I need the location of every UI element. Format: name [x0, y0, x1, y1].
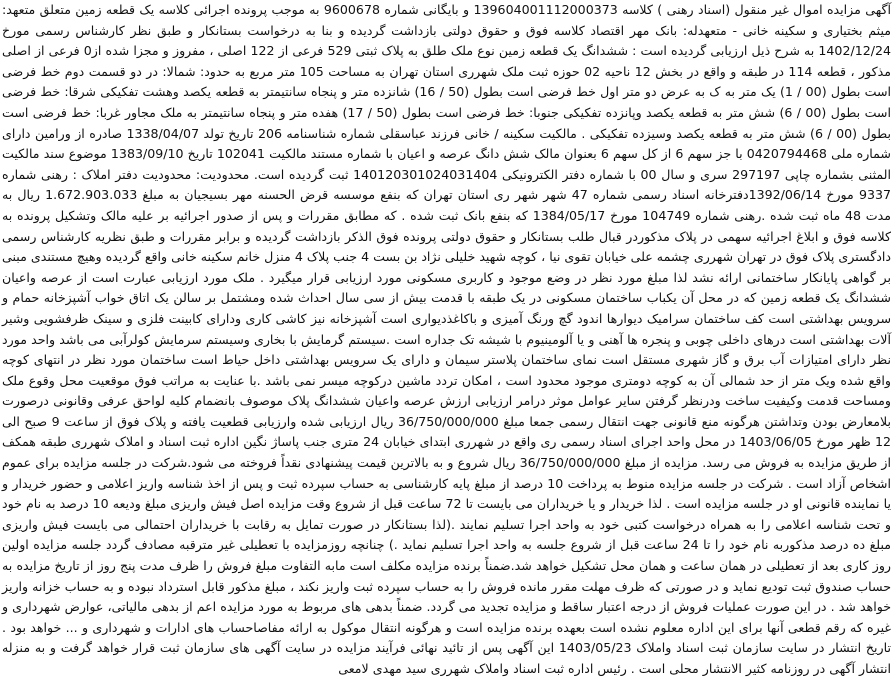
- auction-notice: [2, 0, 892, 676]
- auction-notice-text: آگهی مزایده اموال غیر منقول (اسناد رهنی ) کلاسه 139604001112000373 و بایگانی شماره 9600678 به موجب پرونده اجرائی کلاسه یک قطعه زمین متعلق متعهد: میثم بختیاری و سکینه خانی - متعهدله: بانک مهر اقتصاد کلاسه فوق و حقوق دولتی بازداشت گردیده و بنا به درخواست بستانکار و طبق نظر کارشناس رسمی مورخ 1402/12/24 به شرح ذیل ارزیابی گردیده است : ششدانگ یک قطعه زمین نوع ملک طلق به پلاک ثبتی 529 فرعی از 122 اصلی ، مفروز و مجزا شده از0 فرعی از اصلی مذکور ، قطعه 114 در طبقه و واقع در بخش 12 ناحیه 02 حوزه ثبت ملک شهرری استان تهران به مساحت 105 متر مربع به حدود: شمالا: در دو قسمت دوم خط فرضی است بطول (00 / 1) یک متر به ک به عرض دو متر اول خط فرضی است بطول (50 / 16) شانزده متر و پنجاه سانتیمتر به قطعه یکصد وهشت تفکیکی شرقا: خط فرضی است بطول (00 / 6) شش متر به قطعه یکصد وپانزده تفکیکی جنوبا: خط فرضی است بطول (50 / 17) هفده متر و پنجاه سانتیمتر به ملک مجاور غربا: خط فرضی است بطول (00 / 6) شش متر به قطعه یکصد وسیزده تفکیکی . مالکیت سکینه / خانی فرزند عباسقلی شماره شناسنامه 206 تاریخ تولد 1338/04/07 صادره از ورامین دارای شماره ملی 0420794468 با جز سهم 6 از کل سهم 6 بعنوان مالک شش دانگ عرصه و اعیان با شماره مستند مالکیت 102041 تاریخ 1383/09/10 موضوع سند مالکیت المثنی بشماره چاپی 297197 سری و سال 00 با شماره دفتر الکترونیکی 140120301024031404 ثبت گردیده است. محدودیت: محدودیت دفتر املاک : رهنی شماره 9337 مورخ 1392/06/14دفترخانه اسناد رسمی شماره 47 شهر شهر ری استان تهران که بنفع موسسه قرض الحسنه مهر بسیجیان به مبلغ 1.672.903.033 ریال به مدت 48 ماه ثبت شده .رهنی شماره 104749 مورخ 1384/05/17 که بنفع بانک ثبت شده . که مطابق مقررات و پس از صدور اجرائیه بر علیه مالک وتشکیل پرونده به کلاسه فوق و ابلاغ اجرائیه سهمی در پلاک مذکوردر قبال طلب بستانکار و حقوق دولتی پرونده فوق الذکر بازداشت گردیده و برابر مقررات و طبق نظریه کارشناس رسمی دادگستری پلاک فوق در تهران شهرری چشمه علی خیابان تقوی نیا ، کوچه شهید خلیلی نژاد بن بست 4 جنب پلاک 4 منزل خانم سکینه خانی واقع گردیده وهیچ مستندی مبنی بر گواهی پایانکار ساختمانی ارائه نشد لذا مبلغ مورد نظر در وضع موجود و کاربری مسکونی مورد ارزیابی قرار میگیرد . ملک مورد ارزیابی عبارت است از عرصه واعیان ششدانگ یک قطعه زمین که در محل آن یکباب ساختمان مسکونی در یک طبقه با قدمت بیش از سی سال احداث شده ومشتمل بر سالن یک اتاق خواب آشپزخانه حمام و سرویس بهداشتی است کف ساختمان سرامیک دیوارها اندود گچ ورنگ آمیزی و باکاغذدیواری است آشپزخانه نیز کاشی کاری ودارای کابینت فلزی و سینک ظرفشویی وشیر آلات بهداشتی است درهای داخلی چوبی و پنجره ها آهنی و یا آلومینیوم با شیشه تک جداره است .سیستم گرمایش با بخاری وسیستم سرمایش کولرآبی می باشد واحد مورد نظر دارای امتیازات آب برق و گاز شهری مستقل است نمای ساختمان پلاستر سیمان و دارای یک سرویس بهداشتی داخل حیاط است ساختمان مورد نظر در انتهای کوچه واقع شده ویک متر از حد شمالی آن به کوچه دومتری موجود محدود است ، امکان تردد ماشین درکوچه میسر نمی باشد .با عنایت به مراتب فوق موقعیت محل وقوع ملک ومساحت قدمت وکیفیت ساخت ودرنظر گرفتن سایر عوامل موثر درامر ارزیابی ارزش عرصه واعیان ششدانگ پلاک موصوف بانضمام کلیه لواحق عرفی وقانونی درصورت بلامعارض بودن وتداشتن هرگونه منع قانونی جهت انتقال رسمی جمعا مبلغ 36/750/000/000 ریال ارزیابی شده وارزیابی قطعیت یافته و پلاک فوق از ساعت 9 صبح الی 12 ظهر مورخ 1403/06/05 در محل واحد اجرای اسناد رسمی ری واقع در شهرری ابتدای خیابان 24 متری جنب پاساژ نگین اداره ثبت اسناد و املاک شهرری طبقه همکف از طریق مزایده به فروش می رسد. مزایده از مبلغ 36/750/000/000 ریال شروع و به بالاترین قیمت پیشنهادی نقداً فروخته می شود.شرکت در جلسه مزایده برای عموم اشخاص آزاد است . شرکت در جلسه مزایده منوط به پرداخت 10 درصد از مبلغ پایه کارشناسی به حساب سپرده ثبت و پس از اخذ شناسه واریز اعلامی و حضور خریدار و یا نماینده قانونی او در جلسه مزایده است . لذا خریدار و یا خریداران می بایست تا 72 ساعت قبل از شروع وقت مزایده اصل فیش واریزی مبلغ ودیعه 10 درصد به نام خود و تحت شناسه اعلامی را به همراه درخواست کتبی خود به واحد اجرا تسلیم نمایند .(لذا بستانکار در صورت تمایل به رقابت با خریداران احتمالی می بایست فیش واریزی مبلغ ده درصد مذکوربه نام خود را تا 24 ساعت قبل از شروع جلسه به واحد اجرا تسلیم نماید .) چنانچه روزمزایده با تعطیلی غیر مترقبه مصادف گردد جلسه مزایده اولین روز کاری بعد از تعطیلی در همان ساعت و همان محل تشکیل خواهد شد.ضمناً برنده مزایده مکلف است مابه التفاوت مبلغ فروش را ظرف مدت پنج روز از تاریخ مزایده به حساب صندوق ثبت تودیع نماید و در صورتی که ظرف مهلت مقرر مانده فروش را به حساب سپرده ثبت واریز نکند ، مبلغ مذکور قابل استرداد نبوده و به حساب خزانه واریز خواهد شد . در این صورت عملیات فروش از درجه اعتبار ساقط و مزایده تجدید می گردد. ضمناً بدهی های مربوط به مورد مزایده اعم از بدهی مالیاتی، عوارض شهرداری و غیره که رقم قطعی آنها برای این اداره معلوم نشده است بعهده برنده مزایده است و هرگونه انتقال موکول به ارائه مفاصاحساب های ادارات و شهرداری و ... خواهد بود . تاریخ انتشار در سایت سازمان ثبت اسناد واملاک 1403/05/23 این آگهی پس از تائید نهائی فرآیند مزایده در سایت آگهی های سازمان ثبت قرار خواهد گرفت و به منزله انتشار آگهی در روزنامه کثیر الانتشار محلی است . رئیس اداره ثبت اسناد واملاک شهرری سید مهدی لامعی: [2, 2, 892, 676]
